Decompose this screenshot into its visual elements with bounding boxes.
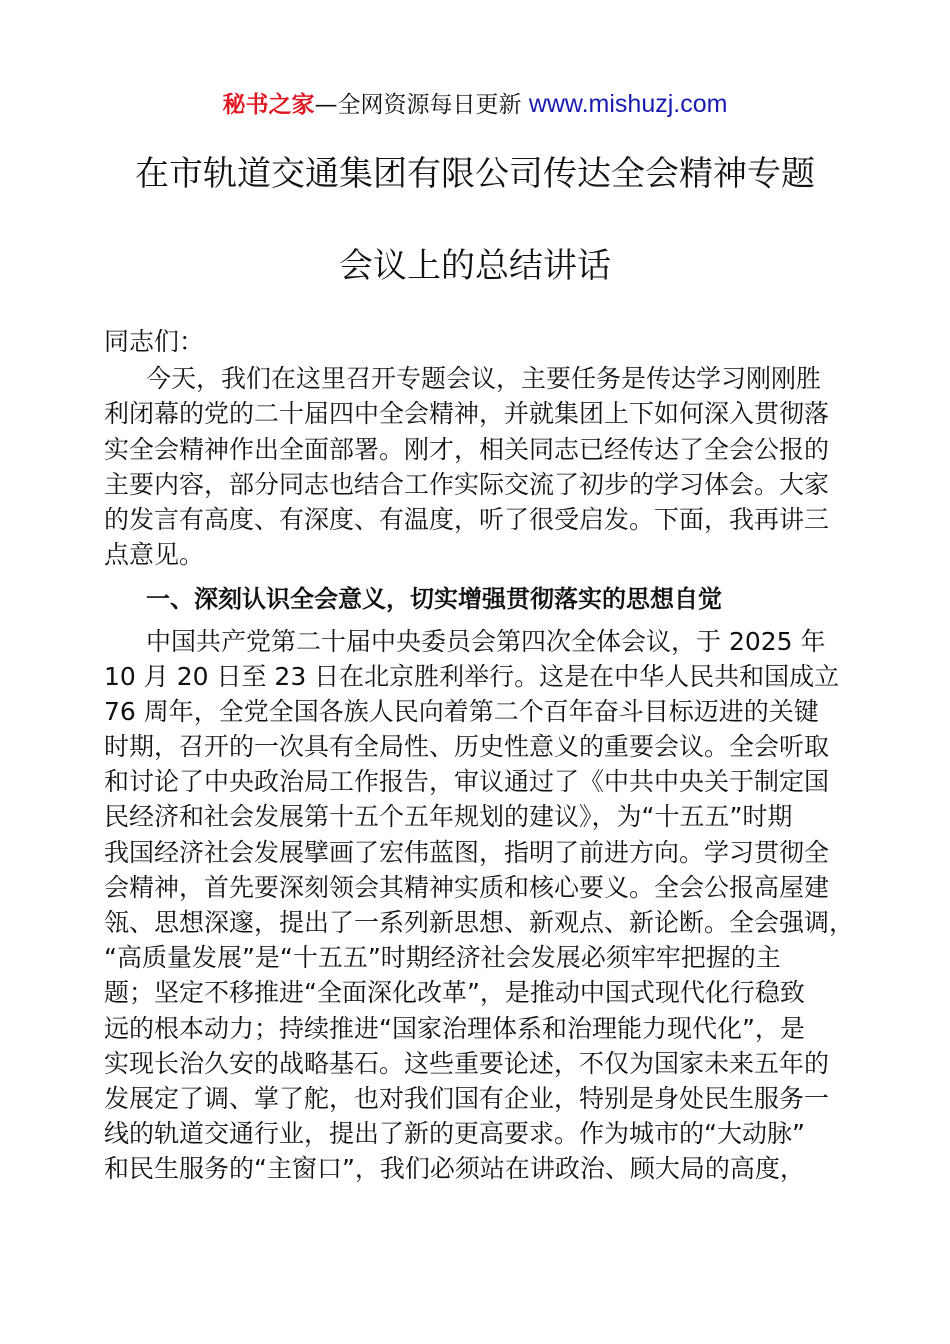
paragraph-line: 民经济和社会发展第十五个五年规划的建议》，为“十五五”时期 <box>104 802 793 832</box>
paragraph-line: 和讨论了中央政治局工作报告，审议通过了《中共中央关于制定国 <box>104 767 830 797</box>
salutation: 同志们： <box>104 327 205 356</box>
paragraph-line: 的发言有高度、有深度、有温度，听了很受启发。下面，我再讲三 <box>104 504 830 534</box>
paragraph-intro <box>104 361 864 572</box>
paragraph-line: 76 周年，全党全国各族人民向着第二个百年奋斗目标迈进的关键 <box>104 696 819 726</box>
brand-name: 秘书之家 <box>222 92 315 118</box>
document-body <box>104 324 864 1187</box>
paragraph-line: 实全会精神作出全面部署。刚才，相关同志已经传达了全会公报的 <box>104 434 830 464</box>
paragraph-line: 会精神，首先要深刻领会其精神实质和核心要义。全会公报高屋建 <box>104 872 830 902</box>
paragraph-line: 远的根本动力；持续推进“国家治理体系和治理能力现代化”，是 <box>104 1013 805 1043</box>
document-title-line-2: 会议上的总结讲话 <box>339 246 611 286</box>
paragraph-line: 主要内容，部分同志也结合工作实际交流了初步的学习体会。大家 <box>104 469 830 499</box>
paragraph-line: 中国共产党第二十届中央委员会第四次全体会议，于 2025 年 <box>146 626 826 656</box>
paragraph-line: 线的轨道交通行业，提出了新的更高要求。作为城市的“大动脉” <box>104 1119 805 1149</box>
paragraph-line: 我国经济社会发展擘画了宏伟蓝图，指明了前进方向。学习贯彻全 <box>104 837 830 867</box>
paragraph-section-1 <box>104 624 864 1187</box>
paragraph-line: 利闭幕的党的二十届四中全会精神，并就集团上下如何深入贯彻落 <box>104 399 830 429</box>
paragraph-line: 10 月 20 日至 23 日在北京胜利举行。这是在中华人民共和国成立 <box>104 661 840 691</box>
paragraph-line: “高质量发展”是“十五五”时期经济社会发展必须牢牢把握的主 <box>104 943 781 973</box>
paragraph-line: 发展定了调、掌了舵，也对我们国有企业，特别是身处民生服务一 <box>104 1083 830 1113</box>
paragraph-line: 今天，我们在这里召开专题会议，主要任务是传达学习刚刚胜 <box>146 364 822 394</box>
paragraph-line: 点意见。 <box>104 540 205 570</box>
site-url-link[interactable]: www.mishuzj.com <box>528 90 728 118</box>
paragraph-line: 题；坚定不移推进“全面深化改革”，是推动中国式现代化行稳致 <box>104 978 805 1008</box>
paragraph-line: 实现长治久安的战略基石。这些重要论述，不仅为国家未来五年的 <box>104 1048 830 1078</box>
site-header <box>0 88 950 121</box>
paragraph-line: 瓴、思想深邃，提出了一系列新思想、新观点、新论断。全会强调， <box>104 908 855 937</box>
document-title-line-1: 在市轨道交通集团有限公司传达全会精神专题 <box>135 154 815 194</box>
paragraph-line: 和民生服务的“主窗口”，我们必须站在讲政治、顾大局的高度， <box>104 1154 805 1184</box>
header-tagline: —全网资源每日更新 <box>314 92 522 118</box>
section-heading: 一、深刻认识全会意义，切实增强贯彻落实的思想自觉 <box>146 585 722 614</box>
paragraph-line: 时期，召开的一次具有全局性、历史性意义的重要会议。全会听取 <box>104 732 830 762</box>
